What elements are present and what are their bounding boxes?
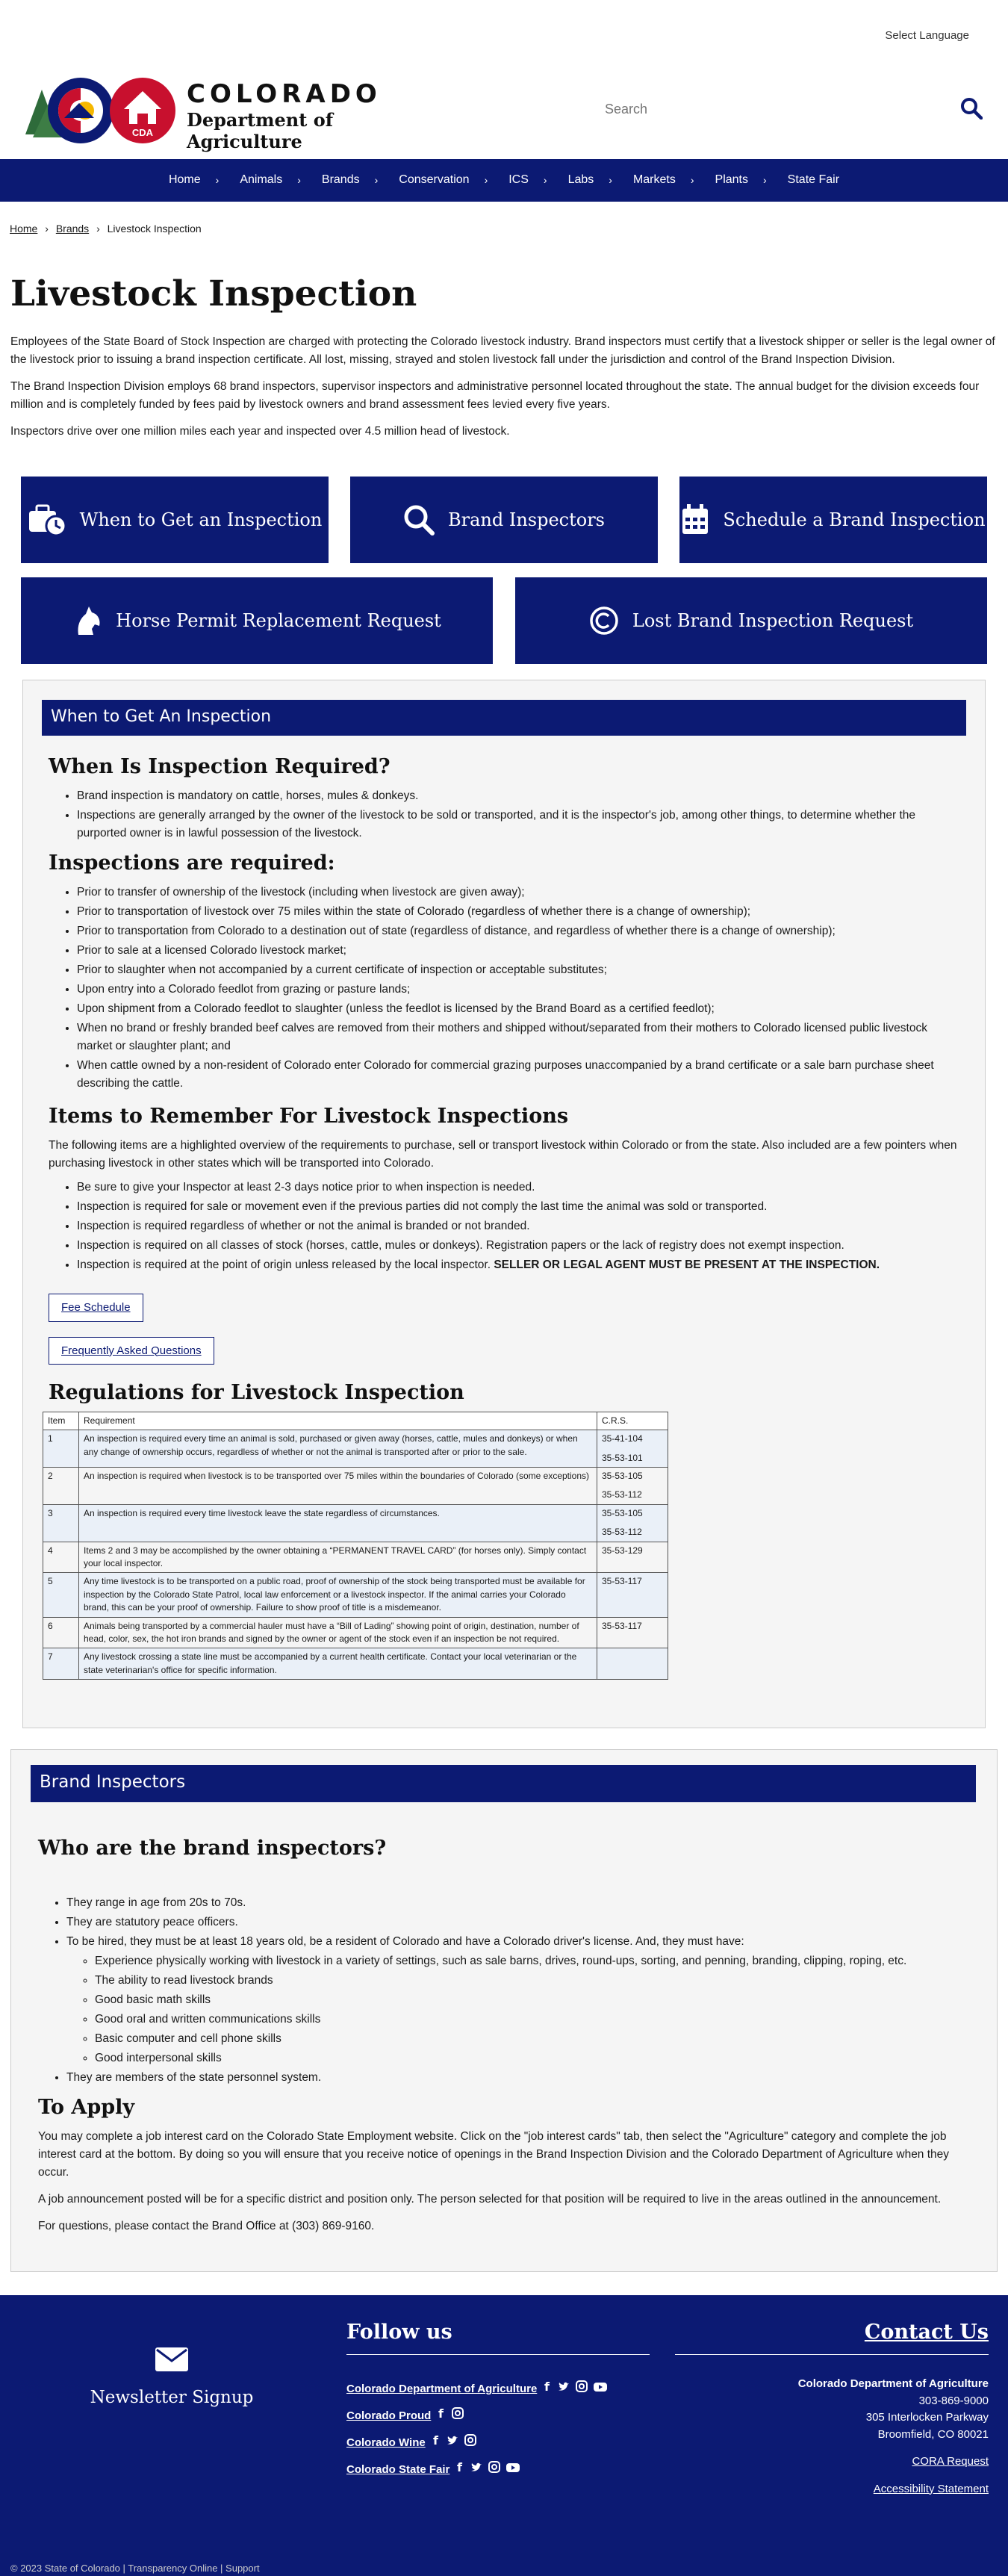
intro-paragraph: Employees of the State Board of Stock Inspection are charged with protecting the Colorado livestock industry. Brand inspectors must certify that a livestock shipper or seller is the legal owner of the livestock prior to issuing a brand inspection certificate. All lost, missing, strayed and stolen livestock fall under the jurisdiction and control of the Brand Inspection Division.: [10, 335, 995, 367]
nav-item-brands[interactable]: [311, 171, 388, 190]
table-cell-item: 4: [43, 1542, 79, 1573]
twitter-icon[interactable]: [558, 2380, 570, 2397]
follow-row: [346, 2376, 650, 2403]
table-cell-crs: [597, 1573, 668, 1617]
intro-paragraph: Inspectors drive over one million miles each year and inspected over 4.5 million head of livestock.: [10, 425, 510, 438]
table-cell-crs: [597, 1617, 668, 1648]
table-cell-item: 3: [43, 1504, 79, 1542]
tile-label: Brand Inspectors: [447, 509, 605, 530]
tile-label: When to Get an Inspection: [79, 509, 323, 530]
nav-item-labs[interactable]: [558, 171, 623, 190]
svg-text:f: f: [544, 2380, 550, 2393]
list-item: • Inspection is required for sale or movement even if the previous parties did not comply the last time the animal was sold or transported.: [77, 1198, 959, 1216]
nav-item-label: Brands: [321, 173, 360, 187]
section-heading: When Is Inspection Required?: [49, 755, 391, 778]
follow-row: [346, 2430, 650, 2456]
nav-item-markets[interactable]: [623, 171, 705, 190]
faq-button[interactable]: Frequently Asked Questions: [49, 1337, 214, 1365]
table-cell-item: 1: [43, 1430, 79, 1468]
nav-item-animals[interactable]: [229, 171, 311, 190]
contact-phone: 303-869-9000: [918, 2394, 989, 2407]
table-row: [43, 1468, 668, 1505]
nav-item-label: Home: [168, 173, 201, 187]
table-row: [43, 1430, 668, 1468]
contact-title[interactable]: Contact Us: [675, 2321, 989, 2355]
nav-item-plants[interactable]: [705, 171, 777, 190]
follow-us: [346, 2321, 650, 2483]
table-cell-requirement: An inspection is required every time livestock leave the state regardless of circumstances.: [79, 1504, 597, 1542]
logo-title: COLORADO: [187, 79, 382, 109]
list-item: • Prior to transportation of livestock over 75 miles within the state of Colorado (regardless of whether there is a change of ownership);: [77, 903, 959, 921]
nav-item-label: Labs: [567, 173, 594, 187]
newsletter-signup[interactable]: [90, 2347, 254, 2407]
list-item: • Upon shipment from a Colorado feedlot to slaughter (unless the feedlot is licensed by the Brand Board as a certified feedlot);: [77, 1000, 959, 1018]
table-cell-item: 7: [43, 1648, 79, 1680]
follow-link-cda[interactable]: Colorado Department of Agriculture: [346, 2383, 538, 2396]
follow-row: [346, 2403, 650, 2430]
table-cell-crs: [597, 1468, 668, 1505]
nav-item-label: Conservation: [399, 173, 470, 187]
breadcrumb-current: Livestock Inspection: [107, 223, 202, 235]
chevron-right-icon: ›: [484, 173, 488, 186]
when-to-get-inspection-panel: [22, 680, 986, 1728]
panel-header: Brand Inspectors: [31, 1765, 976, 1802]
list-item: ◦ Good basic math skills: [95, 1991, 971, 2009]
inspection-list: [49, 884, 959, 1093]
chevron-right-icon: ›: [690, 173, 694, 186]
tile-schedule-brand-inspection[interactable]: [679, 477, 987, 563]
list-item: • They are statutory peace officers.: [66, 1914, 971, 1931]
table-cell-crs: [597, 1542, 668, 1573]
list-item: • To be hired, they must be at least 18 years old, be a resident of Colorado and have a Colorado driver's license. And, they must have:: [66, 1933, 971, 1951]
list-item: ◦ Good interpersonal skills: [95, 2049, 971, 2067]
nav-item-label: Markets: [632, 173, 676, 187]
logo-badge: CDA: [131, 127, 154, 138]
list-item-emphasis: SELLER OR LEGAL AGENT MUST BE PRESENT AT THE INSPECTION.: [494, 1258, 880, 1272]
list-item: • Inspection is required regardless of whether or not the animal is branded or not branded.: [77, 1217, 959, 1235]
table-cell-crs: [597, 1648, 668, 1680]
contact-city: Broomfield, CO 80021: [877, 2427, 989, 2441]
search-icon[interactable]: [960, 97, 983, 125]
crs-value: 35-53-112: [602, 1527, 642, 1538]
table-row: [43, 1617, 668, 1648]
nav-item-state-fair[interactable]: [777, 171, 850, 190]
brand-inspectors-panel: [10, 1749, 998, 2272]
colorado-flag-logo-icon: [19, 69, 184, 152]
list-item: • When no brand or freshly branded beef calves are removed from their mothers and shipped without/separated from their mothers to Colorado licensed public livestock market or slaughter plant; and: [77, 1019, 959, 1055]
follow-title: Follow us: [346, 2321, 650, 2355]
newsletter-label: Newsletter Signup: [90, 2388, 254, 2408]
table-row: [43, 1573, 668, 1617]
list-item: • Be sure to give your Inspector at least 2-3 days notice prior to when inspection is needed.: [77, 1179, 959, 1197]
list-item: • When cattle owned by a non-resident of Colorado enter Colorado for commercial grazing purposes unaccompanied by a brand certificate or a sale barn purchase sheet describing the cattle.: [77, 1057, 959, 1093]
section-heading: Items to Remember For Livestock Inspections: [49, 1105, 569, 1129]
tile-label: Schedule a Brand Inspection: [723, 509, 986, 530]
chevron-right-icon: ›: [543, 173, 547, 186]
facebook-icon[interactable]: [543, 2380, 552, 2397]
column-header: Item: [43, 1412, 79, 1430]
breadcrumb: [10, 221, 202, 238]
list-item: • Inspections are generally arranged by the owner of the livestock to be sold or transported, and it is the inspector's job, among other things, to determine whether the purported owner is in lawful possession of the livestock.: [77, 807, 959, 842]
table-cell-requirement: Items 2 and 3 may be accomplished by the owner obtaining a “PERMANENT TRAVEL CARD” (for horses only). Simply contact your local inspector.: [79, 1542, 597, 1573]
list-item: ◦ Good oral and written communications skills: [95, 2011, 971, 2029]
instagram-icon[interactable]: [452, 2407, 464, 2424]
tile-label: Lost Brand Inspection Request: [632, 610, 914, 631]
qualification-list: [66, 1952, 971, 2067]
chevron-right-icon: ›: [374, 173, 379, 186]
youtube-icon[interactable]: [506, 2461, 520, 2478]
site-footer: [0, 2295, 1008, 2576]
accessibility-link[interactable]: Accessibility Statement: [873, 2482, 989, 2495]
crs-value: 35-53-117: [602, 1620, 642, 1631]
column-header: C.R.S.: [597, 1412, 668, 1430]
follow-link-colorado-wine[interactable]: Colorado Wine: [346, 2436, 426, 2450]
instagram-icon[interactable]: [464, 2434, 476, 2451]
list-item: ◦ Experience physically working with livestock in a variety of settings, such as sale barns, drives, round-ups, sorting, and penning, branding, clipping, roping, etc.: [95, 1952, 971, 1970]
chevron-right-icon: ›: [215, 173, 220, 186]
legal-bar: © 2023 State of Colorado | Transparency Online | Support: [10, 2563, 260, 2574]
facebook-icon[interactable]: [432, 2434, 441, 2451]
list-item: • They range in age from 20s to 70s.: [66, 1894, 971, 1912]
tile-horse-permit-replacement[interactable]: [21, 577, 493, 664]
table-cell-requirement: An inspection is required when livestock is to be transported over 75 miles within the boundaries of Colorado (some exceptions): [79, 1468, 597, 1505]
list-item: [77, 1256, 959, 1274]
items-intro: The following items are a highlighted overview of the requirements to purchase, sell or transport livestock within Colorado or from the state. Also included are a few pointers when purchasing livestock in other states which will be transported into Colorado.: [49, 1139, 957, 1170]
horse-head-icon: [72, 605, 102, 636]
list-item-text: Inspection is required at the point of origin unless released by the local inspector.: [77, 1258, 491, 1272]
tile-lost-brand-inspection[interactable]: [515, 577, 987, 664]
crs-value: 35-53-117: [602, 1576, 642, 1587]
list-item: • They are members of the state personnel system.: [66, 2069, 971, 2087]
list-item: • Prior to transfer of ownership of the livestock (including when livestock are given away);: [77, 884, 959, 901]
column-header: Requirement: [79, 1412, 597, 1430]
crs-value: 35-53-129: [602, 1545, 643, 1556]
breadcrumb-separator: ›: [45, 223, 49, 235]
table-cell-crs: [597, 1504, 668, 1542]
section-heading: Inspections are required:: [49, 851, 335, 875]
table-cell-crs: [597, 1430, 668, 1468]
facebook-icon[interactable]: [455, 2461, 464, 2478]
list-item: • Brand inspection is mandatory on cattle, horses, mules & donkeys.: [77, 787, 959, 805]
chevron-right-icon: ›: [297, 173, 301, 186]
list-item: • Prior to transportation from Colorado to a destination out of state (regardless of distance, and regardless of whether there is a change of ownership);: [77, 922, 959, 940]
main-nav: [0, 159, 1008, 202]
table-cell-requirement: Any time livestock is to be transported on a public road, proof of ownership of the stock being transported must be available for inspection by the Colorado State Patrol, local law enforcement or a livestock inspector. If the animal carries your Colorado brand, this can be your proof of ownership. Failure to show proof of title is a misdemeanor.: [79, 1573, 597, 1617]
section-heading: Regulations for Livestock Inspection: [49, 1380, 464, 1404]
contact-street: 305 Interlocken Parkway: [865, 2411, 989, 2424]
brand-inspector-list: [38, 1894, 971, 2087]
twitter-icon[interactable]: [470, 2461, 482, 2478]
breadcrumb-brands[interactable]: Brands: [55, 223, 90, 235]
apply-paragraph: For questions, please contact the Brand Office at (303) 869-9160.: [38, 2220, 375, 2233]
svg-text:f: f: [438, 2407, 444, 2420]
follow-link-state-fair[interactable]: Colorado State Fair: [346, 2463, 450, 2477]
crs-value: 35-53-105: [602, 1471, 643, 1481]
table-header-row: [43, 1412, 668, 1430]
regulations-table: [43, 1412, 668, 1680]
apply-paragraph: A job announcement posted will be for a specific district and position only. The person selected for that position will be required to live in the areas outlined in the announcement.: [38, 2193, 942, 2206]
magnifier-icon: [403, 504, 435, 536]
table-cell-item: 5: [43, 1573, 79, 1617]
nav-item-conservation[interactable]: [388, 171, 498, 190]
table-cell-item: 2: [43, 1468, 79, 1505]
tile-brand-inspectors[interactable]: [350, 477, 658, 563]
apply-paragraph: You may complete a job interest card on the Colorado State Employment website. Click on the "job interest cards" tab, then select the "Agriculture" category and complete the job interest card at the bottom. By doing so you will ensure that you receive notice of openings in the Brand Inspection Division and the Colorado Department of Agriculture when they occur.: [38, 2130, 950, 2179]
table-cell-requirement: Any livestock crossing a state line must be accompanied by a current health certificate. Contact your local veterinarian or the state veterinarian's office for specific information.: [79, 1648, 597, 1680]
instagram-icon[interactable]: [576, 2380, 588, 2397]
nav-item-label: ICS: [508, 173, 529, 187]
nav-item-label: Animals: [240, 173, 283, 187]
follow-link-colorado-proud[interactable]: Colorado Proud: [346, 2409, 432, 2423]
nav-item-label: Plants: [715, 173, 748, 187]
envelope-icon: [155, 2347, 188, 2371]
table-cell-item: 6: [43, 1617, 79, 1648]
contact-org: Colorado Department of Agriculture: [797, 2377, 989, 2390]
copyright-circle-icon: [589, 606, 619, 636]
nav-item-ics[interactable]: [498, 171, 557, 190]
instagram-icon[interactable]: [488, 2461, 500, 2478]
search-bar: [590, 90, 993, 131]
chevron-right-icon: ›: [609, 173, 612, 186]
breadcrumb-separator: ›: [96, 223, 100, 235]
table-row: [43, 1504, 668, 1542]
table-row: [43, 1648, 668, 1680]
table-cell-requirement: An inspection is required every time an animal is sold, purchased or given away (horses, cattle, mules and donkeys) or when any change of ownership occurs, regardless of whether or not the animal is transported after or prior to the sale.: [79, 1430, 597, 1468]
page-title: Livestock Inspection: [10, 273, 417, 314]
remember-list: [49, 1179, 959, 1274]
site-logo[interactable]: [19, 69, 408, 152]
section-heading: To Apply: [38, 2096, 135, 2120]
calendar-icon: [681, 504, 709, 536]
list-item: • Prior to sale at a licensed Colorado livestock market;: [77, 942, 959, 960]
required-list: [49, 787, 959, 842]
table-cell-requirement: Animals being transported by a commercial hauler must have a “Bill of Lading” showing point of origin, destination, number of head, color, sex, the hot iron brands and signed by the owner or agent of the stock even if an inspection be not required.: [79, 1617, 597, 1648]
crs-value: 35-53-105: [602, 1507, 643, 1518]
cora-request-link[interactable]: CORA Request: [912, 2455, 989, 2468]
intro-text: [10, 333, 998, 450]
breadcrumb-home[interactable]: Home: [10, 223, 38, 235]
crs-value: 35-41-104: [602, 1433, 643, 1444]
crs-value: 35-53-112: [602, 1489, 642, 1500]
section-heading: Who are the brand inspectors?: [38, 1837, 387, 1860]
list-item: ◦ Basic computer and cell phone skills: [95, 2030, 971, 2048]
toolbox-clock-icon: [28, 503, 66, 536]
twitter-icon[interactable]: [447, 2434, 458, 2451]
panel-header: When to Get An Inspection: [42, 700, 966, 736]
youtube-icon[interactable]: [594, 2380, 607, 2397]
list-item: • Prior to slaughter when not accompanied by a current certificate of inspection or acceptable substitutes;: [77, 961, 959, 979]
intro-paragraph: The Brand Inspection Division employs 68 brand inspectors, supervisor inspectors and administrative personnel located throughout the state. The annual budget for the division exceeds four million and is completely funded by fees paid by livestock owners and brand assessment fees levied every five years.: [10, 380, 980, 412]
language-selector[interactable]: Select Language: [885, 29, 969, 42]
list-item: • Upon entry into a Colorado feedlot from grazing or pasture lands;: [77, 981, 959, 999]
svg-text:f: f: [457, 2461, 463, 2474]
chevron-right-icon: ›: [763, 173, 767, 186]
nav-item-label: State Fair: [787, 173, 840, 187]
crs-value: 35-53-101: [602, 1452, 643, 1463]
tile-label: Horse Permit Replacement Request: [116, 610, 441, 631]
search-input[interactable]: [590, 90, 933, 128]
list-item: ◦ The ability to read livestock brands: [95, 1972, 971, 1990]
follow-row: [346, 2456, 650, 2483]
list-item: • Inspection is required on all classes of stock (horses, cattle, mules or donkeys). Registration papers or the lack of registry does not exempt inspection.: [77, 1237, 959, 1255]
facebook-icon[interactable]: [437, 2407, 446, 2424]
fee-schedule-button[interactable]: Fee Schedule: [49, 1294, 143, 1321]
svg-text:f: f: [432, 2434, 438, 2447]
top-bar: [0, 0, 1008, 67]
logo-subtitle: Department of Agriculture: [187, 109, 334, 152]
table-row: [43, 1542, 668, 1573]
tile-when-to-get-inspection[interactable]: [21, 477, 329, 563]
nav-item-home[interactable]: [158, 171, 229, 190]
contact-us: [675, 2321, 989, 2498]
